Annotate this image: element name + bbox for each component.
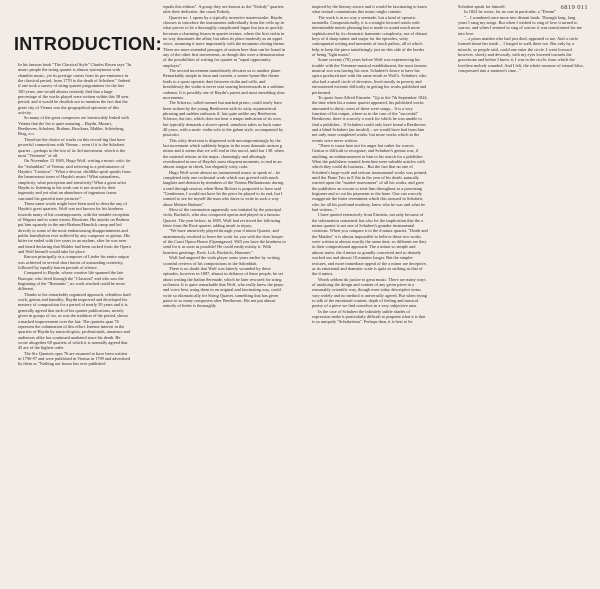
paragraph: Compared to Haydn, whose creative life spanned the late Baroque, who lived through the "Classical" and who saw the beginning of the "Romantic", no work reached could be more different. — [18, 270, 126, 292]
paragraph: ... a pious maiden who had just died, appeared to me. And a circle formed about her tomb ... I longed to walk there too. But only by a miracle, so people said, could one enter the circle. I went forward however, slowly and devoutly, with my eyes lowered towards the gravestone and before I knew it, I was in the circle, from which the loveliest melody sounded. And I felt, the whole measure of eternal bliss, compressed into a moment's time..." — [458, 36, 584, 74]
text-column-4 — [458, 4, 585, 73]
paragraph: Most of the commotion apparently was initiated by the principal viola, Bachrich, who also composed operas and played in a famous Quartet. The year before, in 1885, Wolf had reviewed the following letter from the Rosé quartet, adding insult to injury. — [163, 207, 281, 229]
paragraph: The Six Quartets opus 76 are assumed to have been written in 1796-97 and were published in Vienna in 1799 and advertised by them as "Nothing our house has ever published — [18, 350, 131, 367]
paragraph: The work is in no way a serenade, but a kind of operatic tarantella. Compositionally, it is a straight forward rondo with interminable metric phrasing but is made to sound much more sophisticated by its chromatic harmonic complexity, use of distant keys of d sharp minor and major for the episodes, witty contrapuntal writing and moments of mock pathos, all of which help to keep the piece tantalizingly just on this side of the border of being "light music". — [312, 14, 427, 58]
paragraph: There is no doubt that Wolf was bitterly wounded by these episodes, however in 1887, almost in defiance of these people, he set about writing the Italian Serenade, which he later rescored for string orchestra. It is quite remarkable that Wolf, who really knew the piano and voice best, using them in an original and fascinating way, could write so idiomatically for String Quartet, something that has given pause to so many composers after Beethoven. His not put almost entirely of lieder is thoroughly — [163, 265, 284, 309]
paragraph: Wolf had angered the viola player some years earlier by writing scornful reviews of his compositions in the Salonblatt. — [163, 255, 280, 266]
paragraph: In 1822 he wrote, for no one in particular, a "Dream" — [464, 9, 557, 15]
paragraph: Words seldom do justice to great music. There are many ways of analysing the design and content of any given piece in a reasonably scientific way, though even today descriptive terms vary widely and no method is universally agreed. But when trying to talk of the emotional content, depth of feeling and musical poetry of a piece we find ourselves in a very subjective area. — [312, 276, 427, 309]
text-column-1 — [18, 62, 131, 367]
paragraph: "There is cause here not for anger but rather for sorrow. Genius is difficult to recognize, and Schubert's genius was, if anything, an embarrassment to him in his search for a publisher. What the publishers wanted from him were saleable articles with which they could do business... But the fact that no one of Schubert's large-scale and serious instrumental works was printed, until the Piano Trio in E flat in the year of his death, naturally reacted upon the "market-assessment" of all his works, and gave the publishers an excuse to treat him throughout as a promising beginner and so cut his payments to the bone. One can scarcely exaggerate the bitter resentment which this aroused in Schubert, who for all his profound modesty, knew who he was and what he had written..." — [312, 142, 428, 213]
paragraph: I have quoted extensively from Einstein, not only because of the information contained, but also for the implication that the a minor quartet is not one of Schubert's grander instrumental creations. When you compare it to the d minor quartet, "Death and the Maiden" it is almost impossible to believe these two works were written at almost exactly the same time, so different are they in their compositional approach. The a minor so simple and almost naive, the d minor so grandly conceived and so densely worked out and almost 10 minutes longer. But the simpler textures, and more immediate appeal of the a minor are deceptive, as its emotional and dramatic scale is quite as striking as that of the d minor. — [312, 212, 428, 277]
paragraph: The Scherzo, called menuet but marked presto, could easily have been written by the young Beethoven with its witty asymmetrical phrasing and sudden outbursts ff, but quite unlike any Beethoven Scherzo, the trio, which does not bear a tempo indication of its own, but typically demands a slower speed, somehow takes us back some 40 years, with a rustic violin solo to the galant style, accompanied by pizzicato. — [163, 100, 284, 138]
page-title: INTRODUCTION: — [14, 34, 162, 54]
paragraph: To quote from Alfred Einstein: "Up to the 7th September 1824, the date when his a minor quartet appeared, his published works amounted to thirty; most of these were songs... It is a very function of his output, where as in the case of the "succesful" Beethoven, there is scarcely a work for which he was unable to find a publisher... If Schubert could only have found a Beethoven and a blind Schubert (an invalid) – we would have had from him not only more completed works, but more works which in the events were never written. — [312, 94, 428, 143]
paragraph: Known principally as a composer of Lieder his entire output was achieved in several short bursts of astounding creativity, followed by equally barren periods of silence. — [18, 254, 129, 271]
paragraph: inspired by the literary source and it would be fascinating to know what textual connotations this music might contain. — [312, 4, 428, 15]
paragraph: In the case of Schubert the infinitely subtle shades of expression make it particularly difficult to pinpoint what it is that is so uniquely "Schubertian". Perhaps then, it is best to let — [312, 308, 426, 325]
paragraph: The second movement immediately elevates us to another plane. Remarkably simple in form and content, a serene hymn-like theme leads to a quasi operatic duet between violin and cello, and breathlessly the violin is never sent soaring heavenwards in a sublime cadenza. It is possibly one of Haydn's purest and most ennobling slow movements. — [163, 68, 285, 100]
paragraph: "... I wandered once more into distant lands. Through long, long years I sang my songs. But when I wished to sing of love it turned to sorrow, and when I seemed to sing of sorrow it was transformed for me into love. — [458, 14, 582, 36]
catalog-number: 6819 011 — [560, 4, 588, 11]
paragraph: So many of the great composers are inextricably linked with Vienna that the list is quite amazing – Haydn, Mozart, Beethoven, Schubert, Brahms, Bruckner, Mahler, Schönberg, Berg, a.o. — [18, 115, 129, 137]
paragraph: Therefore the choice of works on this record-ing that have powerful connections with Vienna – even if it is the Schubert quartet – perhaps in the trio of its 3rd movement, which is the most "Viennese" of all. — [18, 136, 126, 158]
paragraph: Quartet no. 1 opens by a typically inventive masterstroke. Haydn chooses to introduce the instruments individually from the cello up in what proves to be a thoroughly complicated fugue but just as quickly becomes a charming lesson in quartet texture, where the first violin in no way dominates the affair, but takes its place modestly as an upper voice, assuming it more importantly with the mountain closing theme. There are more extended passages of unison here than can be found in any of the other first movements, as though this were a demonstration of the possibilities of writing for quartet as "equal opportunity employer". — [163, 14, 286, 68]
paragraph: Some seventy (70) years before Wolf was experiencing his trouble with the Viennese musical establishment, the most famous musical son was having his own. Schubert's desire to have his opera produced met with the same result as Wolf's. Schubert, who also had a small circle of devotees, lived mostly in poverty and encountered extreme difficulty in getting his works published and performed. — [312, 57, 427, 95]
paragraph: Thanks to his remarkably organised approach, relentless hard work, genius and humility, Haydn improved and developed his mastery of composition for a period of nearly 50 years and it is generally agreed that each of his quartet publications, mostly given in groups of six, as was the tradition of the period, shows a marked improvement over the last. The quartets span 76 represent the culmination of this effort. Intense interest in the quartets of Haydn by musicologists, professionals, amateurs and audiences alike has continued unabated since his death. He wrote altogether 68 quartets of which it is normally agreed that 45 are of the highest order. — [18, 291, 131, 351]
text-column-3 — [312, 4, 428, 325]
paragraph: This witty diversion is dispensed with uncompromisingly by the last movement which suddenly begins in the most dramatic unison g minor and it seems that we will end in this mood, until bar 138, when the material returns in the major, charmingly and alluringly reverberated in one of Haydn's most eloquent moments, to end in an almost tongue in cheek, but elegantly witty coda. — [163, 137, 284, 170]
paragraph: Hugo Wolf wrote almost no instrumental music to speak of – he completed only one orchestral work which was greeted with much laughter and derision by members of the Vienna Philharmonic during a read through session, when Hans Richter is purported to have said "Gentlemen, I would not have let the piece be played to its end, but I wanted to see for myself the man who dares to write in such a way about Meister Brahms". — [163, 169, 284, 207]
paragraph: "We have attentively played through your d minor Quartet, and unanimously resolved to leave the work for you with the door keeper of the Court Opera House (Operngasse). Will you have the kindness to send for it as soon as possible! He could easily mislay it. With heartiest greetings. Rosé, Loh, Bachrich, Hummer." — [163, 228, 286, 255]
paragraph: On November 15 1865, Hugo Wolf, writing a music critic for the "Salonblatt" of Vienna, said referring to a performance of Haydn's "Creation": "What a devout, childlike spirit speaks from the harmonious tones of Haydn's music! What naturalness, simplicity, what perception and sensitivity! What a great artist Haydn is: listening to his work one is not struck by their ingenuity and yet what an abundance of ingenious forms surround his graceful tone pictures!" — [18, 158, 131, 201]
text-column-2 — [163, 4, 286, 309]
paragraph: equals this edition". A group they are known as the "Erdody" quartets after their dedicatee, the count Erdody. — [163, 4, 284, 15]
paragraph: These same words might have been used to describe any of Haydn's great quartets. Wolf was not known for his kindness towards many of his contemporaries, with the notable exception of Wagner and to some extent, Bruckner. His attacks on Brahms put him squarely in the anti-Brahms/Hanslick camp and led directly to some of the most embarrassing disappointments and public humiliation ever suffered by any composer or genius. His bitter ire ended with five years in an asylum, after he was seen and heard declaring that Mahler had been sacked from the Opera and Wolf himself would take his place. — [18, 200, 131, 255]
paragraph: In his famous book "The Classical Style" Charles Rosen says "In music people the string quartet is almost synonymous with chamber music, yet its prestige comes from its pre-eminence in the classical period, from 1770 to the death of Schubert." Indeed if one took a survey of string quartet programmes for the last 100 years, one would almost certainly find that a large percentage of the works played were written within this 58 year period, and it would be churlish not to mention the fact that the great city of Vienna was the geographical epicentre of this activity. — [18, 62, 131, 116]
paragraph: Schubert speak for himself. — [458, 4, 506, 9]
